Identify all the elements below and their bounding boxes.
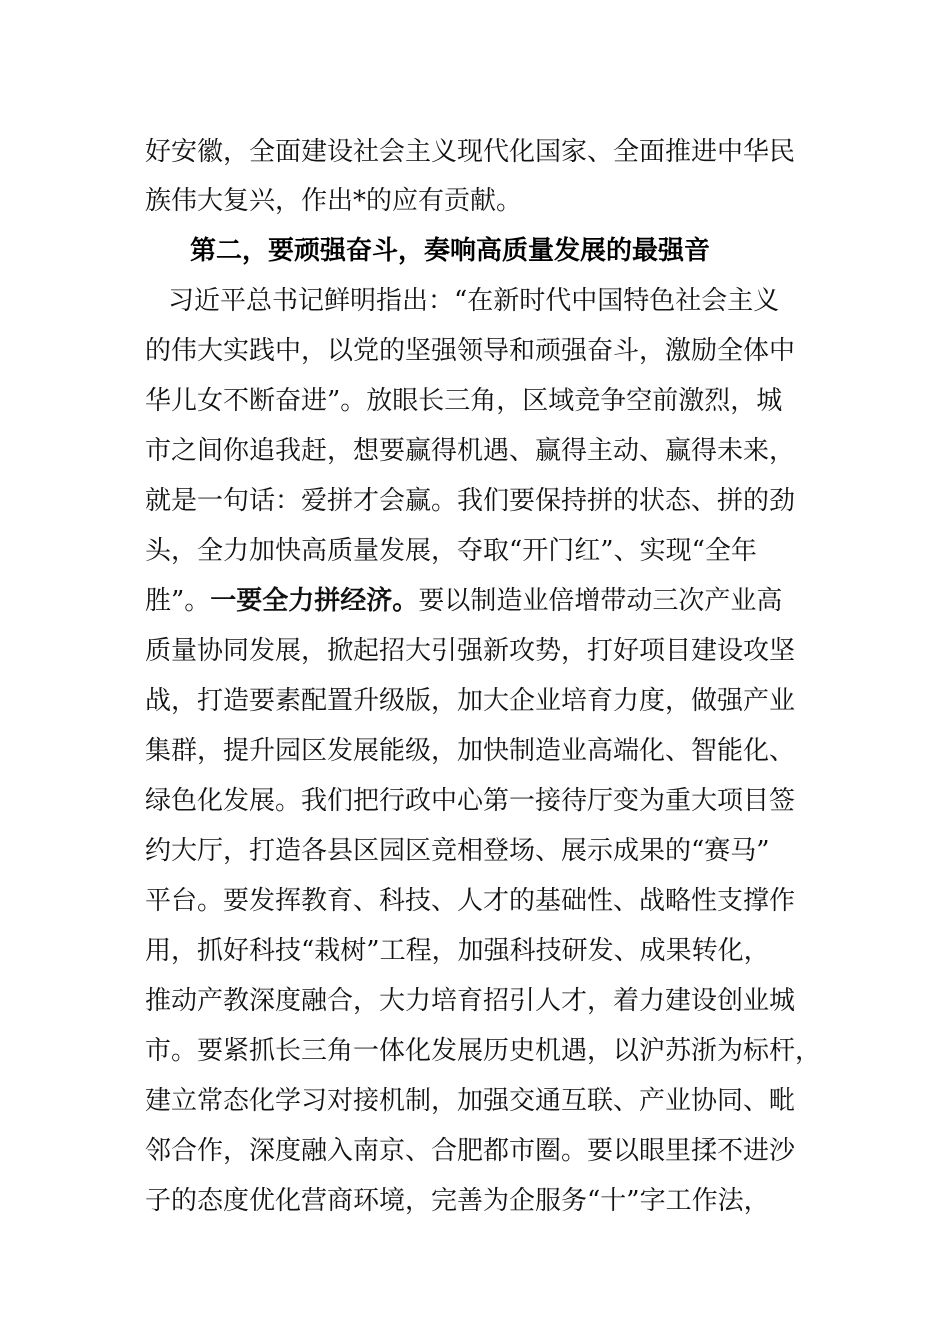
text-line: 集群，提升园区发展能级，加快制造业高端化、智能化、 [145,736,796,766]
text-line: 习近平总书记鲜明指出：“在新时代中国特色社会主义 [168,286,780,316]
text-line: 邻合作，深度融入南京、合肥都市圈。要以眼里揉不进沙 [145,1136,796,1166]
text-segment: 胜”。 [145,586,211,616]
text-line: 绿色化发展。我们把行政中心第一接待厅变为重大项目签 [145,786,796,816]
text-line: 市。要紧抓长三角一体化发展历史机遇，以沪苏浙为标杆， [145,1036,822,1066]
text-line: 用，抓好科技“栽树”工程，加强科技研发、成果转化， [145,936,770,966]
section-heading: 第二，要顽强奋斗，奏响高质量发展的最强音 [190,236,711,266]
text-line: 市之间你追我赶，想要赢得机遇、赢得主动、赢得未来， [145,436,796,466]
bold-lead-phrase: 一要全力拼经济。 [210,586,419,616]
text-line: 华儿女不断奋进”。放眼长三角，区域竞争空前激烈，城 [145,386,783,416]
text-line: 推动产教深度融合，大力培育招引人才，着力建设创业城 [145,986,796,1016]
text-line: 就是一句话：爱拼才会赢。我们要保持拼的状态、拼的劲 [145,486,796,516]
text-line: 子的态度优化营商环境，完善为企服务“十”字工作法， [145,1186,770,1216]
text-line: 质量协同发展，掀起招大引强新攻势，打好项目建设攻坚 [145,636,796,666]
text-line: 的伟大实践中，以党的坚强领导和顽强奋斗，激励全体中 [145,336,796,366]
text-line: 约大厅，打造各县区园区竞相登场、展示成果的“赛马” [145,836,770,866]
text-line: 好安徽，全面建设社会主义现代化国家、全面推进中华民 [145,137,796,167]
text-line: 建立常态化学习对接机制，加强交通互联、产业协同、毗 [145,1086,796,1116]
text-line: 战，打造要素配置升级版，加大企业培育力度，做强产业 [145,686,796,716]
text-line: 族伟大复兴，作出*的应有贡献。 [145,186,523,216]
text-line: 平台。要发挥教育、科技、人才的基础性、战略性支撑作 [145,886,796,916]
text-line: 头，全力加快高质量发展，夺取“开门红”、实现“全年 [145,536,757,566]
text-line [145,576,805,626]
text-segment: 要以制造业倍增带动三次产业高 [418,586,783,616]
